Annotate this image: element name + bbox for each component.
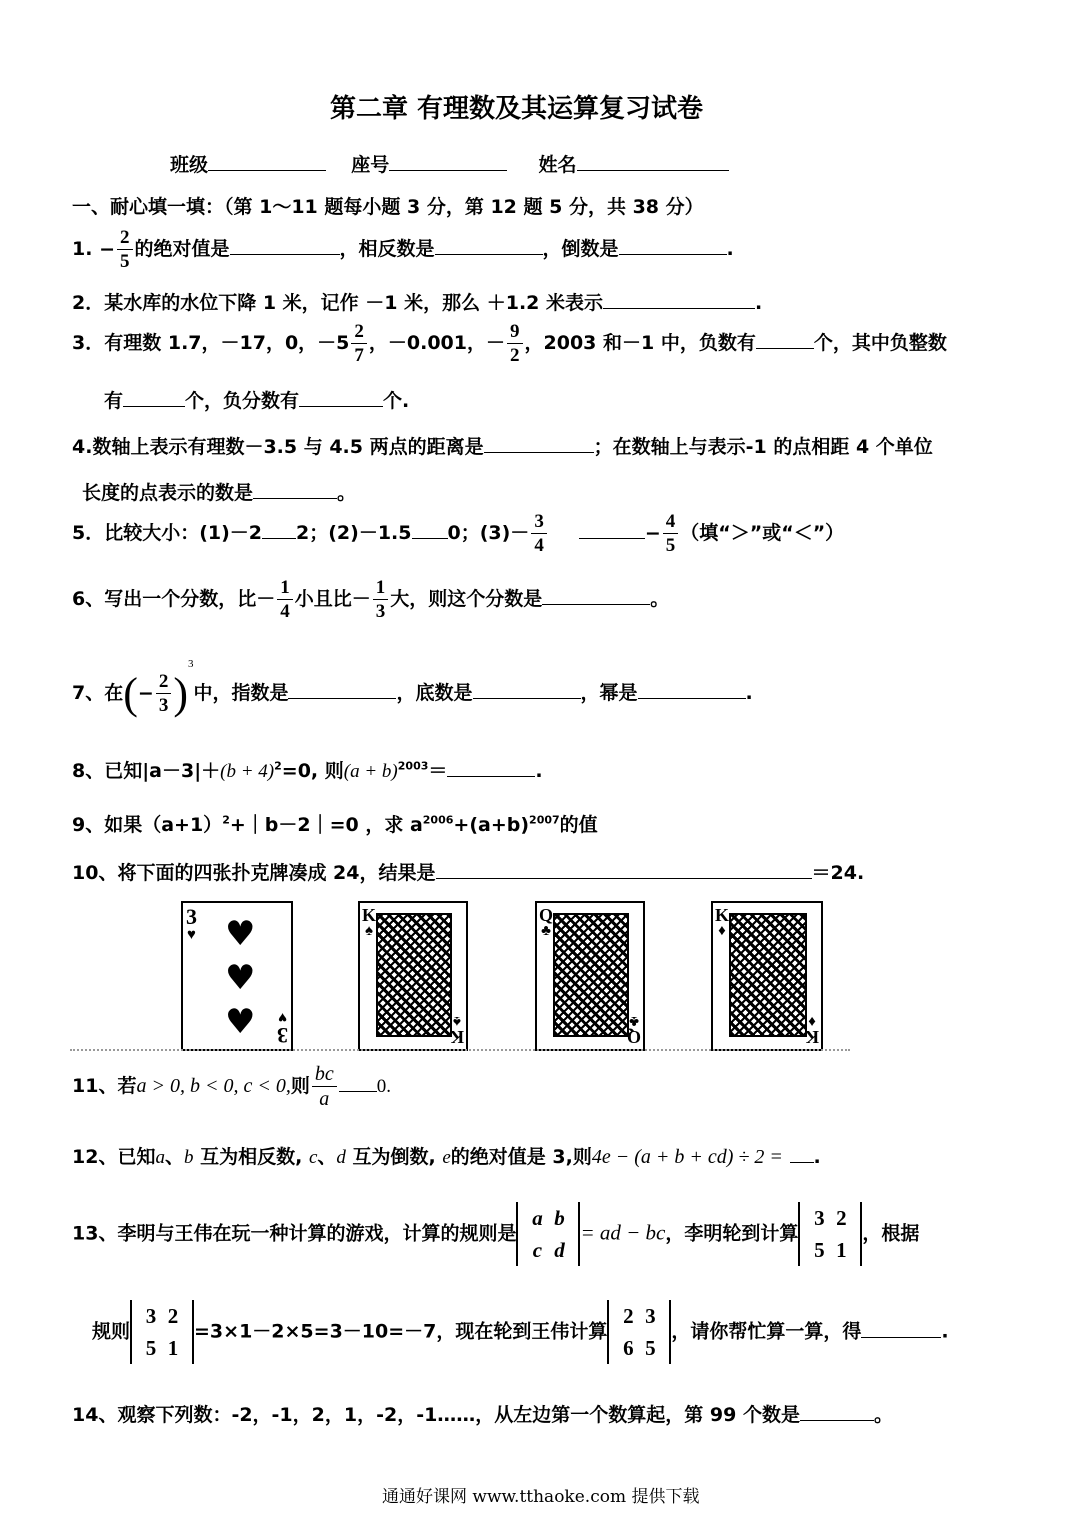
fraction: $\frac{2}{3}$ — [156, 672, 172, 715]
determinant-matrix: 3 2 5 1 — [130, 1300, 194, 1364]
answer-blank[interactable] — [756, 330, 814, 349]
answer-blank[interactable] — [123, 388, 185, 407]
question-4-line2: 长度的点表示的数是 。 — [82, 482, 357, 504]
question-11: 11、若a > 0, b < 0, c < 0,则 $\frac{bc}{a}$ 0. — [72, 1063, 391, 1110]
seat-label: 座号 — [351, 154, 390, 176]
determinant-matrix: 3 2 5 1 — [798, 1202, 862, 1266]
fraction: $\frac{2}{7}$ — [351, 322, 367, 365]
seat-blank[interactable] — [389, 152, 507, 171]
playing-card-3-hearts: 3 ♥ ♥ ♥ ♥ 3 ♥ — [181, 901, 293, 1051]
footer-text: 通通好课网 www.tthaoke.com 提供下载 — [382, 1487, 700, 1507]
question-1: 1. − $\frac{2}{5}$ 的绝对值是 ，相反数是 ，倒数是 . — [72, 227, 734, 272]
face-card-artwork — [729, 913, 807, 1037]
answer-blank[interactable] — [579, 520, 645, 539]
answer-blank[interactable] — [262, 520, 296, 539]
question-8: 8、已知$|a-3|+(b + 4)^2=0$, 则$(a + b)^{2003}=$ . — [72, 759, 543, 782]
face-card-artwork — [553, 913, 629, 1037]
answer-blank[interactable] — [542, 586, 650, 605]
answer-blank[interactable] — [790, 1144, 814, 1163]
section-heading: 一、耐心填一填：（第 1～11 题每小题 3 分，第 12 题 5 分，共 38 分） — [72, 196, 704, 218]
name-blank[interactable] — [577, 152, 729, 171]
playing-card-queen-clubs: Q ♣ Q ♣ — [535, 901, 645, 1051]
question-13: 13、李明与王伟在玩一种计算的游戏，计算的规则是 a b c d = ad − bc，李明轮到计算 3 2 5 1 ，根据 — [72, 1202, 919, 1266]
question-4: 4.数轴上表示有理数－3.5 与 4.5 两点的距离是 ；在数轴上与表示-1 的点相距 4 个单位 — [72, 436, 933, 458]
question-14: 14、观察下列数：-2，-1，2，1，-2，-1……，从左边第一个数算起，第 99 个数是 。 — [72, 1404, 893, 1426]
question-6: 6、写出一个分数，比－ $\frac{1}{4}$ 小且比－ $\frac{1}{3}$ 大，则这个分数是 。 — [72, 577, 670, 622]
determinant-matrix: a b c d — [516, 1202, 580, 1266]
fraction: $\frac{3}{4}$ — [531, 512, 547, 555]
answer-blank[interactable] — [230, 236, 340, 255]
answer-blank[interactable] — [603, 290, 755, 309]
answer-blank[interactable] — [484, 434, 594, 453]
playing-card-king-diamonds: K ♦ K ♦ — [711, 901, 823, 1051]
question-5: 5．比较大小：(1)－2 2；(2)－1.5 0；(3)－ $\frac{3}{4}$ − $\frac{4}{5}$ （填“＞”或“＜”） — [72, 511, 845, 556]
page-title: 第二章 有理数及其运算复习试卷 — [330, 94, 704, 124]
fraction: $\frac{4}{5}$ — [663, 512, 679, 555]
answer-blank[interactable] — [299, 388, 383, 407]
answer-blank[interactable] — [288, 680, 396, 699]
question-12: 12、已知a、b 互为相反数, c、d 互为倒数, e的绝对值是 3,则4e − (a + b + cd) ÷ 2 = . — [72, 1146, 821, 1168]
question-3-line2: 有 个，负分数有 个. — [104, 390, 410, 412]
playing-card-king-spades: K ♠ K ♠ — [358, 901, 468, 1051]
header-fields — [170, 150, 729, 177]
answer-blank[interactable] — [447, 758, 535, 777]
determinant-matrix: 2 3 6 5 — [607, 1300, 671, 1364]
fraction: $\frac{bc}{a}$ — [312, 1064, 337, 1109]
answer-blank[interactable] — [253, 480, 337, 499]
question-7: 7、在(− $\frac{2}{3}$ )$^3$中，指数是 ，底数是 ，幂是 . — [72, 658, 753, 718]
answer-blank[interactable] — [435, 236, 543, 255]
class-blank[interactable] — [208, 152, 326, 171]
question-3: 3．有理数 1.7，－17，0，－5 $\frac{2}{7}$ ，－0.001，－ $\frac{9}{2}$ ，2003 和－1 中，负数有 个，其中负整数 — [72, 321, 947, 366]
answer-blank[interactable] — [800, 1402, 874, 1421]
name-label: 姓名 — [538, 154, 577, 176]
answer-blank[interactable] — [638, 680, 746, 699]
answer-blank[interactable] — [412, 520, 448, 539]
dotted-separator — [70, 1049, 850, 1051]
question-10: 10、将下面的四张扑克牌凑成 24，结果是 ＝24. — [72, 862, 865, 884]
question-9: 9、如果$(a+1)^2+|b-2|=0$ ，求 $a^{2006}+(a+b)^{2007}$的值 — [72, 813, 598, 836]
answer-blank[interactable] — [339, 1073, 377, 1092]
answer-blank[interactable] — [861, 1319, 941, 1338]
fraction: $\frac{9}{2}$ — [507, 322, 523, 365]
answer-blank[interactable] — [473, 680, 581, 699]
question-13-line2: 规则 3 2 5 1 =3×1－2×5=3－10=－7，现在轮到王伟计算 2 3 6 5 ，请你帮忙算一算，得 . — [92, 1300, 949, 1364]
face-card-artwork — [376, 913, 452, 1037]
fraction: $\frac{1}{3}$ — [373, 578, 389, 621]
question-2: 2．某水库的水位下降 1 米，记作 －1 米，那么 ＋1.2 米表示 . — [72, 292, 763, 314]
fraction: $\frac{2}{5}$ — [117, 228, 133, 271]
class-label: 班级 — [170, 154, 209, 176]
answer-blank[interactable] — [619, 236, 727, 255]
answer-blank[interactable] — [436, 860, 812, 879]
fraction: $\frac{1}{4}$ — [277, 578, 293, 621]
